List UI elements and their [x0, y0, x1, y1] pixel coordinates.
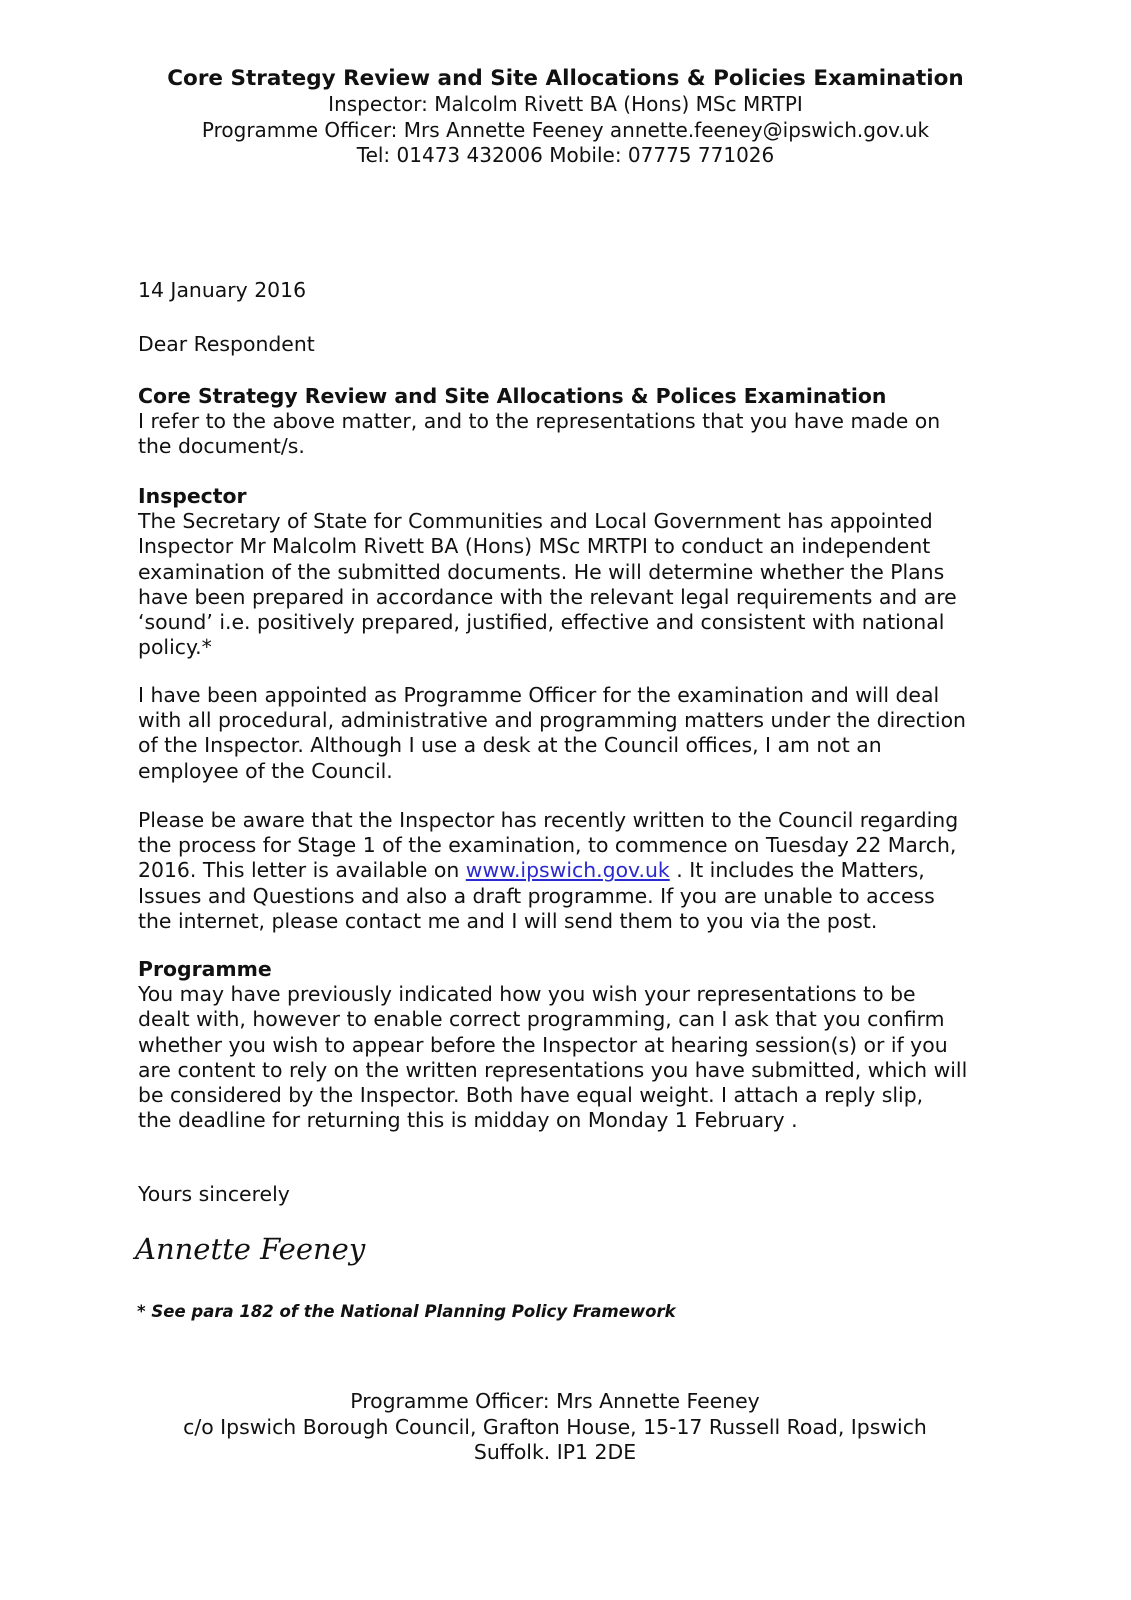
text-line: of the Inspector. Although I use a desk at the Council offices, I am not an [138, 733, 882, 758]
section-inspector [138, 484, 1018, 660]
text-line: be considered by the Inspector. Both have equal weight. I attach a reply slip, [138, 1083, 924, 1108]
section-programme-officer [138, 683, 1018, 784]
letterhead-officer: Programme Officer: Mrs Annette Feeney annette.feeney@ipswich.gov.uk [201, 117, 930, 142]
text-line: the process for Stage 1 of the examination, to commence on Tuesday 22 March, [138, 833, 957, 858]
text-line-with-link [138, 858, 1018, 883]
signature: Annette Feeney [135, 1232, 366, 1266]
salutation: Dear Respondent [138, 332, 315, 356]
link-suffix: . It includes the Matters, [669, 858, 925, 883]
text-line: examination of the submitted documents. He will determine whether the Plans [138, 559, 945, 584]
text-line: have been prepared in accordance with the relevant legal requirements and are [138, 584, 957, 609]
text-line: Issues and Questions and also a draft programme. If you are unable to access [138, 883, 935, 908]
footer-line: c/o Ipswich Borough Council, Grafton House, 15-17 Russell Road, Ipswich [183, 1414, 927, 1439]
section-heading: Programme [138, 957, 272, 981]
footer-line: Programme Officer: Mrs Annette Feeney [350, 1389, 760, 1413]
section-subject [138, 384, 1018, 460]
ipswich-website-link[interactable]: www.ipswich.gov.uk [465, 858, 670, 883]
text-line: the document/s. [138, 434, 305, 459]
footnote: * See para 182 of the National Planning Policy Framework [137, 1302, 676, 1321]
text-line: employee of the Council. [138, 758, 393, 783]
text-line: the deadline for returning this is midday on Monday 1 February . [138, 1108, 798, 1133]
text-line: policy.* [138, 635, 212, 660]
letterhead [0, 66, 1131, 169]
closing: Yours sincerely [138, 1182, 290, 1206]
text-line: the internet, please contact me and I will send them to you via the post. [138, 908, 878, 933]
text-line: The Secretary of State for Communities and Local Government has appointed [138, 509, 933, 534]
text-line: You may have previously indicated how you wish your representations to be [138, 982, 916, 1007]
text-line: whether you wish to appear before the Inspector at hearing session(s) or if you [138, 1032, 948, 1057]
text-line: Inspector Mr Malcolm Rivett BA (Hons) MSc MRTPI to conduct an independent [138, 534, 931, 559]
letterhead-title: Core Strategy Review and Site Allocations & Policies Examination [167, 66, 964, 91]
text-line: Please be aware that the Inspector has recently written to the Council regarding [138, 808, 959, 832]
section-heading: Inspector [138, 484, 247, 508]
letterhead-inspector: Inspector: Malcolm Rivett BA (Hons) MSc MRTPI [328, 92, 803, 116]
footer-address [0, 1389, 1110, 1466]
text-line: I have been appointed as Programme Officer for the examination and will deal [138, 683, 940, 707]
link-prefix: 2016. This letter is available on [138, 858, 466, 883]
text-line: I refer to the above matter, and to the representations that you have made on [138, 409, 941, 434]
footer-line: Suffolk. IP1 2DE [473, 1440, 637, 1464]
letter-date: 14 January 2016 [138, 278, 307, 302]
letterhead-contact: Tel: 01473 432006 Mobile: 07775 771026 [356, 143, 775, 167]
text-line: with all procedural, administrative and programming matters under the direction [138, 708, 966, 733]
text-line: ‘sound’ i.e. positively prepared, justified, effective and consistent with national [138, 610, 945, 635]
text-line: are content to rely on the written representations you have submitted, which will [138, 1057, 968, 1082]
text-line: dealt with, however to enable correct programming, can I ask that you confirm [138, 1007, 945, 1032]
section-programme [138, 957, 1018, 1133]
section-heading: Core Strategy Review and Site Allocations & Polices Examination [138, 384, 887, 408]
section-stage-1 [138, 808, 1018, 934]
